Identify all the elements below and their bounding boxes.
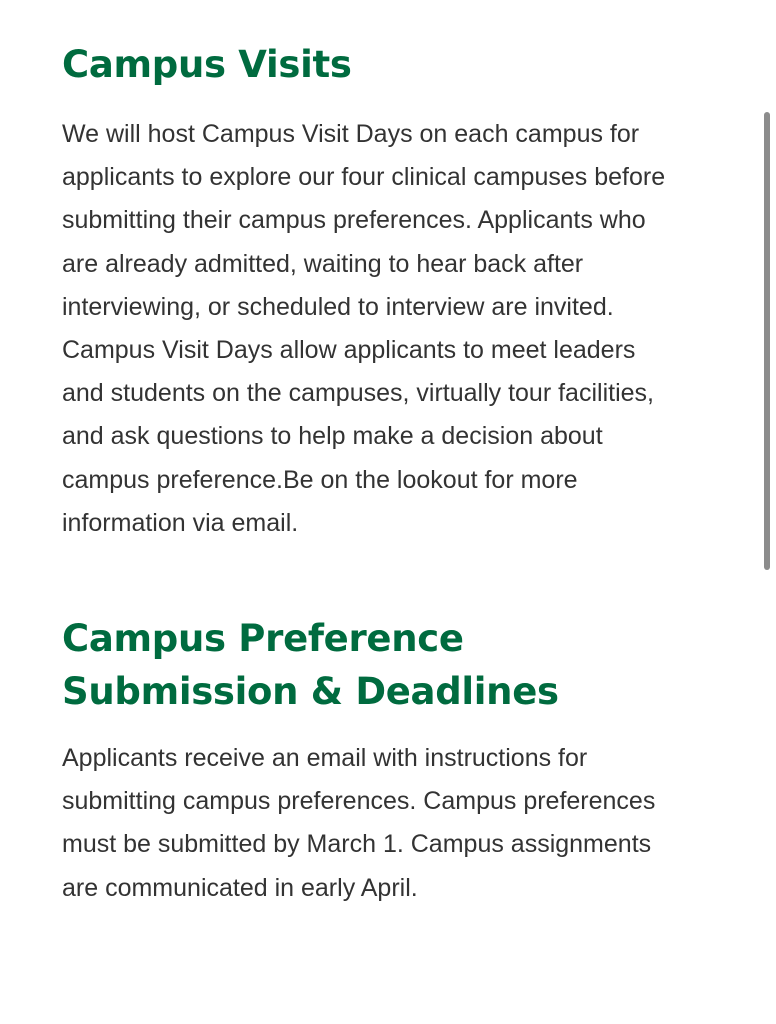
campus-visits-section (62, 38, 672, 545)
campus-preference-heading: Campus Preference Submission & Deadlines (62, 617, 559, 714)
campus-preference-paragraph: Applicants receive an email with instructions for submitting campus preferences. Campus preferences must be submitted by March 1. Campus assignments are communicated in early April. (62, 744, 656, 902)
campus-preference-section (62, 612, 672, 910)
page-content (62, 38, 672, 910)
campus-visits-heading: Campus Visits (62, 43, 352, 86)
scrollbar-thumb[interactable] (764, 112, 770, 570)
campus-visits-paragraph: We will host Campus Visit Days on each campus for applicants to explore our four clinical campuses before submitting their campus preferences. Applicants who are already admitted, waiting to hear back after interviewing, or scheduled to interview are invited. Campus Visit Days allow applicants to meet leaders and students on the campuses, virtually tour facilities, and ask questions to help make a decision about campus preference.Be on the lookout for more information via email. (62, 120, 666, 537)
